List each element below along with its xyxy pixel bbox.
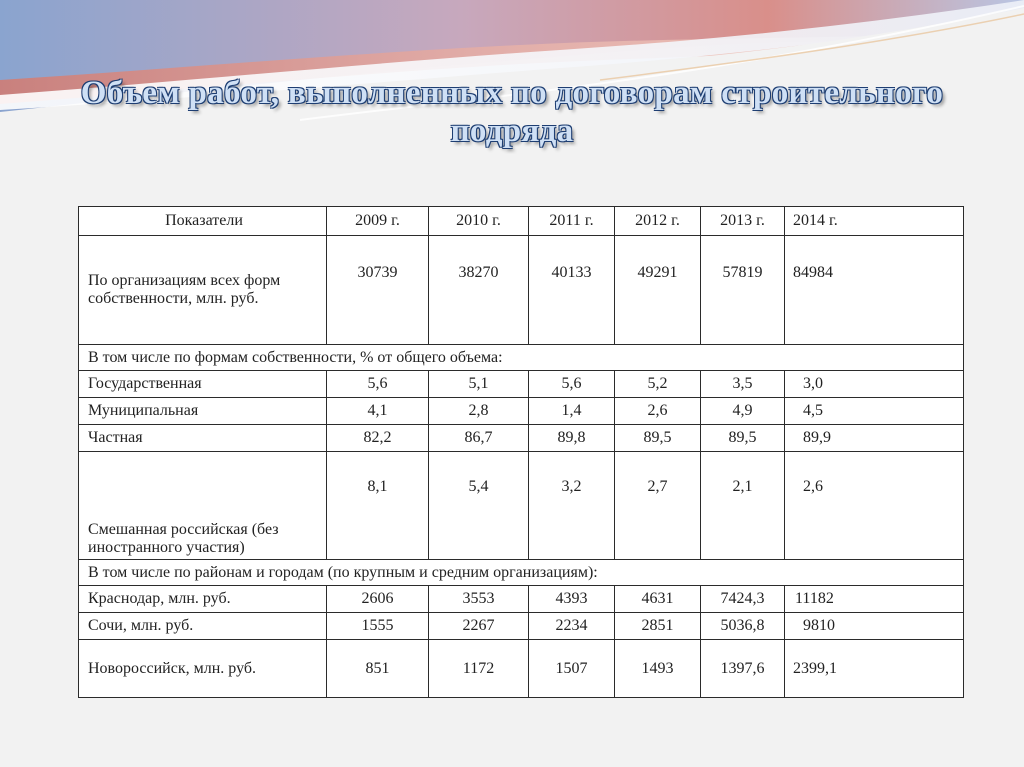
- cell-value: 7424,3: [701, 586, 785, 613]
- cell-value: 4,1: [327, 398, 429, 425]
- cell-value: 49291: [615, 236, 701, 345]
- row-label: Новороссийск, млн. руб.: [79, 640, 327, 698]
- cell-value: 30739: [327, 236, 429, 345]
- cell-value: 38270: [429, 236, 529, 345]
- header-year: 2014 г.: [785, 207, 964, 236]
- cell-value: 2267: [429, 613, 529, 640]
- row-label: Краснодар, млн. руб.: [79, 586, 327, 613]
- section-row: [79, 560, 964, 586]
- table-row: [79, 452, 964, 560]
- row-label: По организациям всех форм собственности, млн. руб.: [79, 236, 327, 345]
- cell-value: 851: [327, 640, 429, 698]
- row-label: Частная: [79, 425, 327, 452]
- header-label: Показатели: [79, 207, 327, 236]
- cell-value: 8,1: [327, 452, 429, 560]
- cell-value: 84984: [785, 236, 964, 345]
- table-row: [79, 586, 964, 613]
- cell-value: 2,6: [615, 398, 701, 425]
- header-year: 2010 г.: [429, 207, 529, 236]
- cell-value: 9810: [785, 613, 964, 640]
- cell-value: 2851: [615, 613, 701, 640]
- cell-value: 89,9: [785, 425, 964, 452]
- cell-value: 4631: [615, 586, 701, 613]
- row-label: Муниципальная: [79, 398, 327, 425]
- table-row: [79, 371, 964, 398]
- cell-value: 5036,8: [701, 613, 785, 640]
- cell-value: 5,6: [327, 371, 429, 398]
- cell-value: 89,5: [701, 425, 785, 452]
- table-row: [79, 613, 964, 640]
- cell-value: 2,8: [429, 398, 529, 425]
- cell-value: 40133: [529, 236, 615, 345]
- cell-value: 3553: [429, 586, 529, 613]
- cell-value: 1172: [429, 640, 529, 698]
- section-heading: В том числе по районам и городам (по крупным и средним организациям):: [79, 560, 964, 586]
- header-year: 2013 г.: [701, 207, 785, 236]
- cell-value: 2,6: [785, 452, 964, 560]
- cell-value: 5,2: [615, 371, 701, 398]
- cell-value: 2399,1: [785, 640, 964, 698]
- slide-title: Объем работ, выполненных по договорам строительного подряда: [80, 75, 944, 149]
- cell-value: 57819: [701, 236, 785, 345]
- cell-value: 1555: [327, 613, 429, 640]
- cell-value: 4,5: [785, 398, 964, 425]
- cell-value: 89,5: [615, 425, 701, 452]
- cell-value: 89,8: [529, 425, 615, 452]
- header-year: 2009 г.: [327, 207, 429, 236]
- row-label: Смешанная российская (без иностранного участия): [79, 452, 327, 560]
- table-row: [79, 398, 964, 425]
- cell-value: 1493: [615, 640, 701, 698]
- cell-value: 2,1: [701, 452, 785, 560]
- cell-value: 5,6: [529, 371, 615, 398]
- cell-value: 1507: [529, 640, 615, 698]
- cell-value: 4393: [529, 586, 615, 613]
- cell-value: 82,2: [327, 425, 429, 452]
- row-label: Государственная: [79, 371, 327, 398]
- cell-value: 5,1: [429, 371, 529, 398]
- section-heading: В том числе по формам собственности, % от общего объема:: [79, 345, 964, 371]
- data-table: [78, 206, 964, 698]
- cell-value: 5,4: [429, 452, 529, 560]
- table-row: [79, 640, 964, 698]
- table-row: [79, 425, 964, 452]
- table-row: [79, 236, 964, 345]
- cell-value: 2,7: [615, 452, 701, 560]
- cell-value: 3,2: [529, 452, 615, 560]
- table-header-row: [79, 207, 964, 236]
- row-label: Сочи, млн. руб.: [79, 613, 327, 640]
- cell-value: 11182: [785, 586, 964, 613]
- cell-value: 2234: [529, 613, 615, 640]
- cell-value: 1,4: [529, 398, 615, 425]
- cell-value: 86,7: [429, 425, 529, 452]
- cell-value: 1397,6: [701, 640, 785, 698]
- section-row: [79, 345, 964, 371]
- cell-value: 4,9: [701, 398, 785, 425]
- header-year: 2012 г.: [615, 207, 701, 236]
- header-year: 2011 г.: [529, 207, 615, 236]
- cell-value: 3,0: [785, 371, 964, 398]
- cell-value: 3,5: [701, 371, 785, 398]
- cell-value: 2606: [327, 586, 429, 613]
